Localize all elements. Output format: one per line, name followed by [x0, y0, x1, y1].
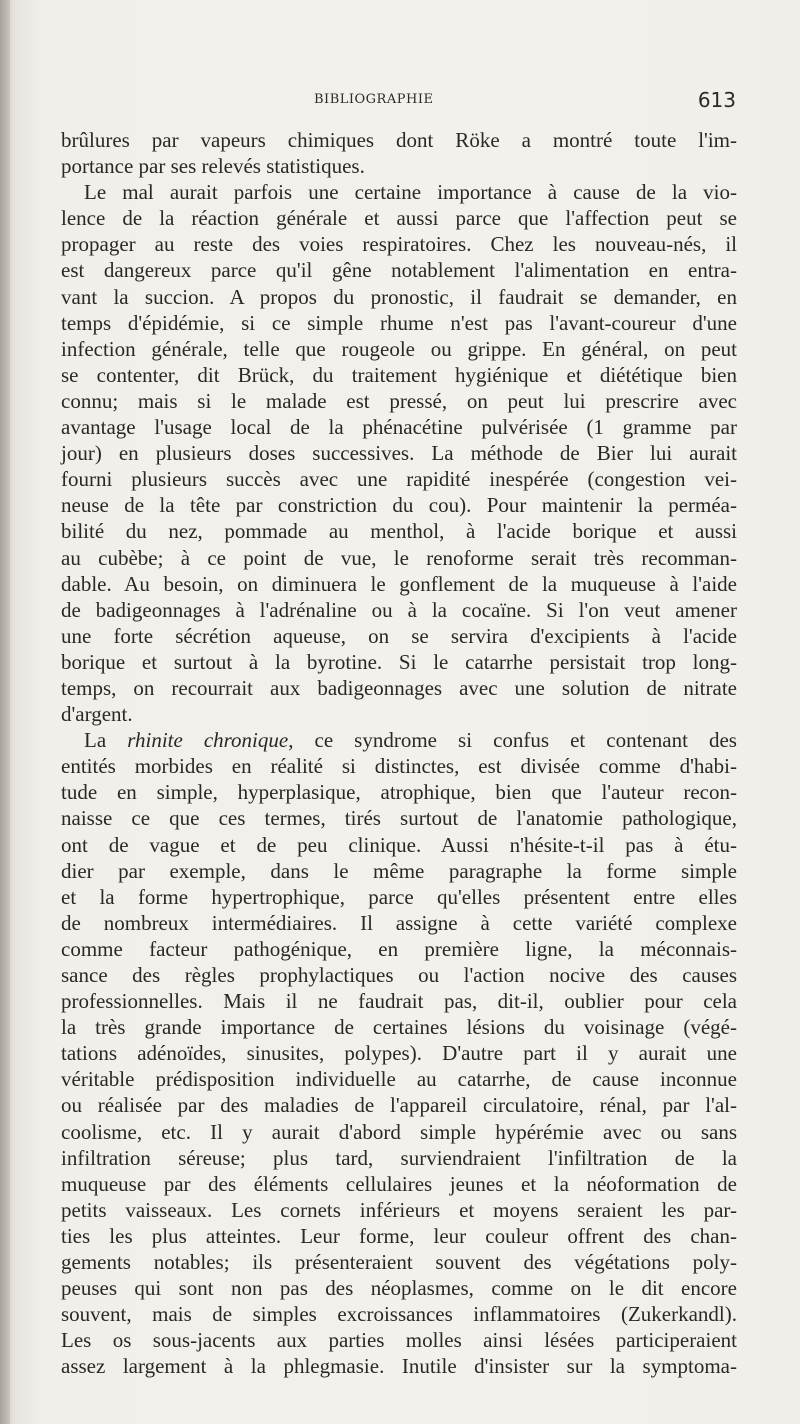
text-line: entités morbides en réalité si distinctes, est divisée comme d'habi- — [61, 754, 737, 779]
text-line: est dangereux parce qu'il gêne notablement l'alimentation en entra- — [61, 258, 737, 283]
text-line: bilité du nez, pommade au menthol, à l'acide borique et aussi — [61, 519, 737, 544]
page-number: 613 — [697, 88, 736, 112]
text-line: dable. Au besoin, on diminuera le gonflement de la muqueuse à l'aide — [61, 571, 737, 596]
text-line: avantage l'usage local de la phénacétine pulvérisée (1 gramme par — [61, 415, 737, 440]
text-line: borique et surtout à la byrotine. Si le catarrhe persistait trop long- — [61, 649, 737, 674]
text-line: connu; mais si le malade est pressé, on peut lui prescrire avec — [61, 388, 737, 413]
text-line: dier par exemple, dans le même paragraphe la forme simple — [61, 858, 737, 883]
text-line: tude en simple, hyperplasique, atrophique, bien que l'auteur recon- — [61, 780, 737, 805]
text-line: muqueuse par des éléments cellulaires jeunes et la néoformation de — [61, 1171, 737, 1196]
text-line: temps, on recourrait aux badigeonnages avec une solution de nitrate — [61, 675, 737, 700]
text-line: brûlures par vapeurs chimiques dont Röke a montré toute l'im- — [61, 128, 737, 152]
text-line: la très grande importance de certaines lésions du voisinage (végé- — [61, 1015, 737, 1040]
text-line-segment: La — [84, 728, 128, 753]
text-line: coolisme, etc. Il y aurait d'abord simple hypérémie avec ou sans — [61, 1119, 737, 1144]
spine-shadow — [0, 0, 10, 1424]
text-line: naisse ce que ces termes, tirés surtout de l'anatomie pathologique, — [61, 806, 737, 831]
text-line: peuses qui sont non pas des néoplasmes, comme on le dit encore — [61, 1276, 737, 1301]
text-line: comme facteur pathogénique, en première ligne, la méconnais- — [61, 936, 737, 961]
text-line: infiltration séreuse; plus tard, surviendraient l'infiltration de la — [61, 1145, 737, 1170]
text-line: et la forme hypertrophique, parce qu'elles présentent entre elles — [61, 884, 737, 909]
text-line: d'argent. — [61, 702, 133, 727]
text-line: gements notables; ils présenteraient souvent des végétations poly- — [61, 1250, 737, 1275]
body-text — [61, 127, 737, 1380]
text-line: ou réalisée par des maladies de l'appareil circulatoire, rénal, par l'al- — [61, 1093, 737, 1118]
text-line: véritable prédisposition individuelle au catarrhe, de cause inconnue — [61, 1067, 737, 1092]
text-line: assez largement à la phlegmasie. Inutile d'insister sur la symptoma- — [61, 1354, 737, 1379]
text-line: temps d'épidémie, si ce simple rhume n'est pas l'avant-coureur d'une — [61, 310, 737, 335]
text-line: lence de la réaction générale et aussi parce que l'affection peut se — [61, 206, 737, 231]
text-line-segment: , ce syndrome si confus et contenant des — [288, 728, 737, 753]
running-title: BIBLIOGRAPHIE — [314, 92, 434, 107]
text-line: ont de vague et de peu clinique. Aussi n'hésite-t-il pas à étu- — [61, 832, 737, 857]
text-line: portance par ses relevés statistiques. — [61, 154, 365, 179]
text-line: professionnelles. Mais il ne faudrait pas, dit-il, oublier pour cela — [61, 989, 737, 1014]
text-line: petits vaisseaux. Les cornets inférieurs et moyens seraient les par- — [61, 1197, 737, 1222]
text-line: infection générale, telle que rougeole ou grippe. En général, on peut — [61, 336, 737, 361]
text-line: Le mal aurait parfois une certaine importance à cause de la vio- — [84, 180, 737, 205]
text-line — [61, 727, 737, 753]
text-line: se contenter, dit Brück, du traitement hygiénique et diététique bien — [61, 362, 737, 387]
text-line: tations adénoïdes, sinusites, polypes). D'autre part il y aurait une — [61, 1041, 737, 1066]
text-line: de badigeonnages à l'adrénaline ou à la cocaïne. Si l'on veut amener — [61, 597, 737, 622]
text-line: fourni plusieurs succès avec une rapidité inespérée (congestion vei- — [61, 467, 737, 492]
text-line: une forte sécrétion aqueuse, on se servira d'excipients à l'acide — [61, 623, 737, 648]
italic-term: rhinite chronique — [127, 728, 289, 753]
text-line: jour) en plusieurs doses successives. La méthode de Bier lui aurait — [61, 441, 737, 466]
text-line: sance des règles prophylactiques ou l'action nocive des causes — [61, 963, 737, 987]
text-line: vant la succion. A propos du pronostic, il faudrait se demander, en — [61, 284, 737, 309]
text-line: au cubèbe; à ce point de vue, le renoforme serait très recomman- — [61, 545, 737, 570]
running-head — [60, 88, 736, 116]
text-line: propager au reste des voies respiratoires. Chez les nouveau-nés, il — [61, 232, 737, 257]
text-line: Les os sous-jacents aux parties molles ainsi lésées participeraient — [61, 1328, 737, 1353]
text-line: neuse de la tête par constriction du cou). Pour maintenir la perméa- — [61, 493, 737, 518]
text-line: de nombreux intermédiaires. Il assigne à cette variété complexe — [61, 910, 737, 935]
text-line: souvent, mais de simples excroissances inflammatoires (Zukerkandl). — [61, 1302, 737, 1327]
text-line: ties les plus atteintes. Leur forme, leur couleur offrent des chan- — [61, 1223, 737, 1248]
